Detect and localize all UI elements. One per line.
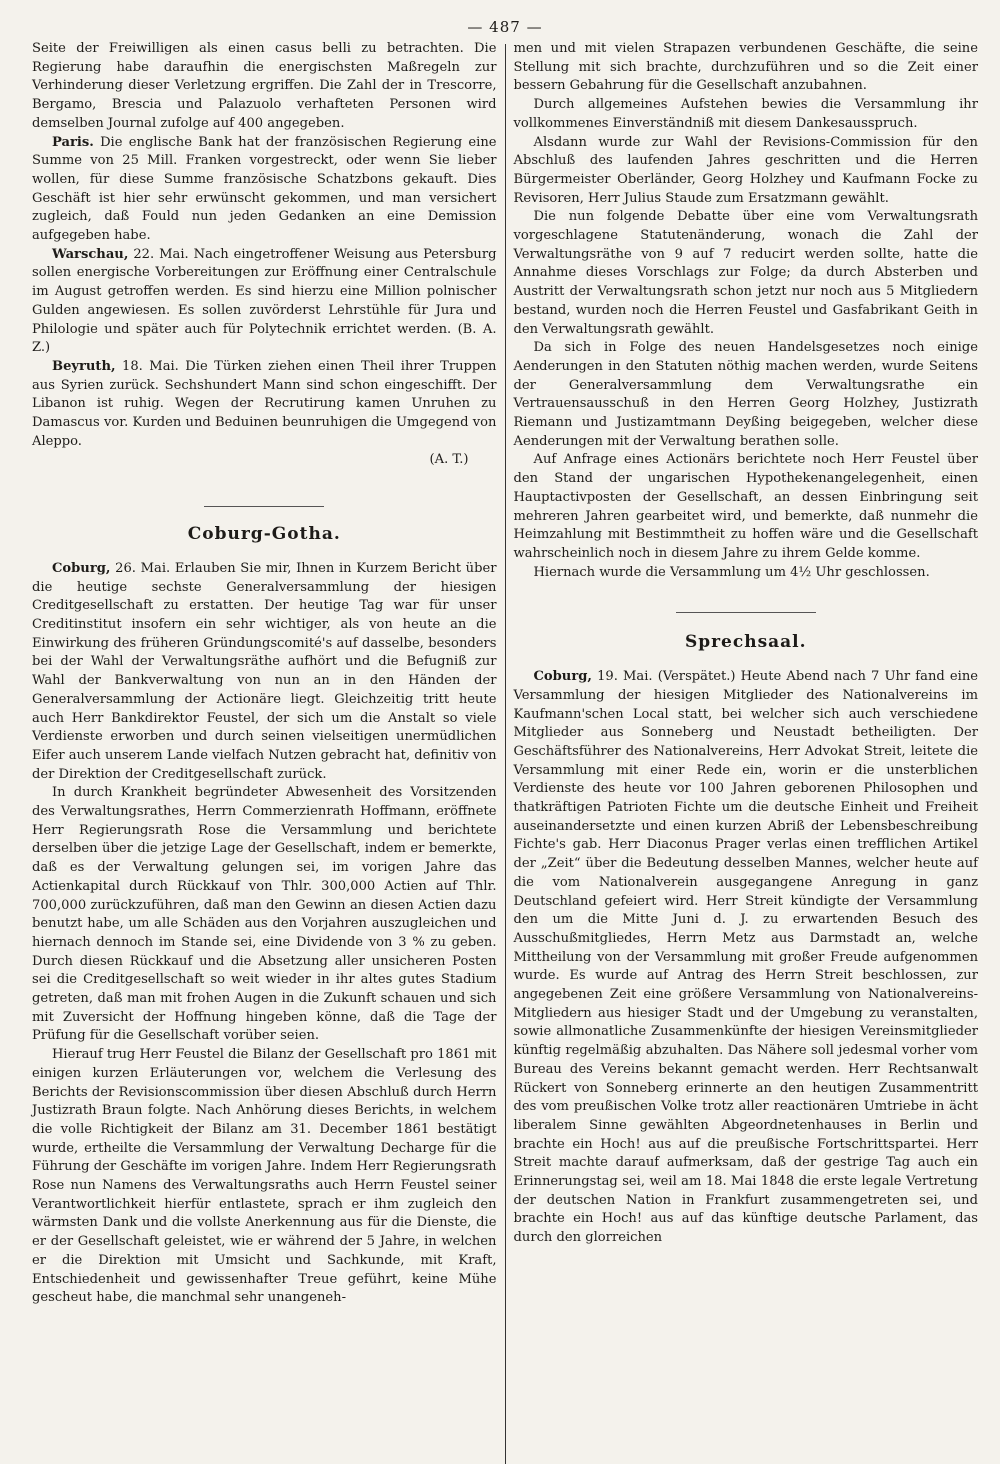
place-coburg: Coburg, (52, 560, 111, 576)
right-column (514, 40, 979, 1248)
beyruth-text: 18. Mai. Die Türken ziehen einen Theil ihrer Truppen aus Syrien zurück. Sechshundert Mann sind schon eingeschifft. Der Libanon ist ruhig. Wegen der Recrutirung kamen Unruhen zu Damascus vor. Kurden und Beduinen beunruhigen die Umgegend von Aleppo. (32, 358, 497, 449)
section-heading-sprechsaal: Sprechsaal. (684, 632, 807, 653)
article-sprechsaal-coburg (514, 668, 979, 1248)
columns (32, 40, 978, 1464)
page-number: — 487 — (467, 18, 543, 36)
paragraph-aufstehen: Durch allgemeines Aufstehen bewies die Versammlung ihr vollkommenes Einverständniß mit diesem Dankesausspruch. (513, 97, 978, 131)
paragraph-continued: men und mit vielen Strapazen verbundenen Geschäfte, die seine Stellung mit sich brachte, durchzuführen und so die Zeit einer bessern Gebahrung für die Gesellschaft anzubahnen. (513, 41, 978, 94)
article-warschau (32, 246, 497, 358)
place-paris: Paris. (52, 134, 94, 150)
section-divider-2 (676, 612, 816, 613)
paris-text: Die englische Bank hat der französischen Regierung eine Summe von 25 Mill. Franken vorgestreckt, oder wenn Sie lieber wollen, für diese Summe französische Schatzbons gekauft. Dies Geschäft ist hier sehr erwünscht gekommen, und man versichert zugleich, daß Fould nun jeden Gedanken an eine Demission aufgegeben habe. (32, 134, 497, 244)
coburg-text: 26. Mai. Erlauben Sie mir, Ihnen in Kurzem Bericht über die heutige sechste Generalversammlung der hiesigen Creditgesellschaft zu erstatten. Der heutige Tag war für unser Creditinstitut insofern ein sehr wichtiger, als von heute an die Einwirkung des früheren Gründungscomité's auf dasselbe, besonders bei der Wahl der Verwaltungsräthe aufhört und die Befugniß zur Wahl der Bankverwaltung von nun an in den Händen der Generalversammlung der Actionäre liegt. Gleichzeitig tritt heute auch Herr Bankdirektor Feustel, der sich um die Anstalt so viele Verdienste erworben und durch seinen vielseitigen unermüdlichen Eifer auch unserem Lande vielfach Nutzen gebracht hat, definitiv von der Direktion der Creditgesellschaft zurück. (32, 560, 497, 782)
beyruth-source: (A. T.) (429, 452, 469, 468)
left-column (32, 40, 497, 1308)
section-divider (204, 506, 324, 507)
place-beyruth: Beyruth, (52, 358, 116, 374)
paragraph-krankheit: In durch Krankheit begründeter Abwesenheit des Vorsitzenden des Verwaltungsrathes, Herrn Commerzienrath Hoffmann, eröffnete Herr Regierungsrath Rose die Versammlung und berichtete derselben über die jetzige Lage der Gesellschaft, indem er bemerkte, daß es der Verwaltung gelungen sei, im vorigen Jahre das Actienkapital durch Rückkauf von Thlr. 300,000 Actien auf Thlr. 700,000 zurückzuführen, daß man den Gewinn an diesen Actien dazu benutzt habe, um alle Schäden aus den Vorjahren auszugleichen und hiernach dennoch im Stande sei, eine Dividende von 3 % zu geben. Durch diesen Rückkauf und die Absetzung aller unsicheren Posten sei die Creditgesellschaft so weit wieder in ihr altes gutes Stadium getreten, daß man mit frohen Augen in die Zukunft schauen und sich mit Zuversicht der Hoffnung hingeben könne, daß die Tage der Prüfung für die Gesellschaft vorüber seien. (32, 785, 497, 1044)
paragraph-wahl: Alsdann wurde zur Wahl der Revisions-Commission für den Abschluß des laufenden Jahres geschritten und die Herren Bürgermeister Oberländer, Georg Holzhey und Kaufmann Focke zu Revisoren, Herr Julius Staude zum Ersatzmann gewählt. (513, 134, 978, 206)
paragraph-bilanz: Hierauf trug Herr Feustel die Bilanz der Gesellschaft pro 1861 mit einigen kurzen Erläuterungen vor, welchem die Verlesung des Berichts der Revisionscommission über diesen Abschluß durch Herrn Justizrath Braun folgte. Nach Anhörung dieses Berichts, in welchem die volle Richtigkeit der Bilanz am 31. December 1861 bestätigt wurde, ertheilte die Versammlung der Verwaltung Decharge für die Führung der Geschäfte im vorigen Jahre. Indem Herr Regierungsrath Rose nun Namens des Verwaltungsraths auch Herrn Feustel seiner Verantwortlichkeit hierfür entlastete, sprach er ihm zugleich den wärmsten Dank und die vollste Anerkennung aus für die Dienste, die er der Gesellschaft geleistet, wie er während der 5 Jahre, in welchen er die Direktion mit Umsicht und Sachkunde, mit Kraft, Entschiedenheit und gewissenhafter Treue geführt, keine Mühe gescheut habe, die manchmal sehr unangeneh- (32, 1047, 497, 1306)
paragraph-hiernach: Hiernach wurde die Versammlung um 4½ Uhr geschlossen. (533, 564, 930, 580)
place-warschau: Warschau, (52, 246, 129, 262)
paragraph-anfrage: Auf Anfrage eines Actionärs berichtete noch Herr Feustel über den Stand der ungarischen Hypothekenangelegenheit, einen Hauptactivposten der Gesellschaft, an dessen Einbringung seit mehreren Jahren gearbeitet wird, und bemerkte, daß nunmehr die Heimzahlung mit Bestimmtheit zu hoffen wäre und die Gesellschaft wahrscheinlich noch in diesem Jahre zu ihrem Gelde komme. (513, 452, 978, 561)
warschau-text: 22. Mai. Nach eingetroffener Weisung aus Petersburg sollen energische Vorbereitungen zur Eröffnung einer Centralschule im August getroffen werden. Es sind hierzu eine Million polnischer Gulden angewiesen. Es sollen zuvörderst Lehrstühle für Jura und Philologie und später auch für Polytechnik errichtet werden. (32, 246, 497, 337)
paragraph-debatte: Die nun folgende Debatte über eine vom Verwaltungsrath vorgeschlagene Statutenänderung, wonach die Zahl der Verwaltungsräthe von 9 auf 7 reducirt werden sollte, hatte die Annahme dieses Vorschlags zur Folge; da durch Absterben und Austritt der Verwaltungsrath schon jetzt nur noch aus 5 Mitgliedern bestand, wurden noch die Herren Feustel und Gasfabrikant Geith in den Verwaltungsrath gewählt. (513, 209, 978, 337)
sprechsaal-text: 19. Mai. (Verspätet.) Heute Abend nach 7 Uhr fand eine Versammlung der hiesigen Mitglieder des Nationalvereins im Kaufmann'schen Local statt, bei welcher sich auch verschiedene Mitglieder aus Sonneberg und Neustadt betheiligten. Der Geschäftsführer des Nationalvereins, Herr Advokat Streit, leitete die Versammlung mit einer Rede ein, worin er die unsterblichen Verdienste des heute vor 100 Jahren geborenen Philosophen und thatkräftigen Patrioten Fichte um die deutsche Einheit und Freiheit auseinandersetzte und einen kurzen Abriß der Lebensbeschreibung Fichte's gab. Herr Diaconus Prager verlas einen trefflichen Artikel der „Zeit“ über die Bedeutung desselben Mannes, welcher heute auf die vom Nationalverein ausgegangene Anregung in ganz Deutschland gefeiert wird. Herr Streit kündigte der Versammlung den um die Mitte Juni d. J. zu erwartenden Besuch des Ausschußmitgliedes, Herrn Metz aus Darmstadt an, welche Mittheilung von der Versammlung mit großer Freude aufgenommen wurde. Es wurde auf Antrag des Herrn Streit beschlossen, zur angegebenen Zeit eine größere Versammlung von Nationalvereins-Mitgliedern aus hiesiger Stadt und der Umgebung zu veranstalten, sowie allmonatliche Zusammenkünfte der hiesigen Vereinsmitglieder künftig regelmäßig abzuhalten. Das Nähere soll jedesmal vorher vom Bureau des Vereins bekannt gemacht werden. Herr Rechtsanwalt Rückert von Sonneberg erinnerte an den heutigen Zusammentritt des vom preußischen Volke trotz aller reactionären Umtriebe in ächt liberalem Sinne gewählten Abgeordnetenhauses in Berlin und brachte ein Hoch! aus auf die preußische Fortschrittspartei. Herr Streit machte darauf aufmerksam, daß der gestrige Tag auch ein Erinnerungstag sei, weil am 18. Mai 1848 die erste legale Vertretung der deutschen Nation in Frankfurt zusammengetreten sei, und brachte ein Hoch! aus auf das künftige deutsche Parlament, das durch den glorreichen (513, 669, 978, 1246)
article-intro: Seite der Freiwilligen als einen casus belli zu betrachten. Die Regierung habe daraufhin die energischsten Maßregeln zur Verhinderung dieser Verletzung ergriffen. Die Zahl der in Trescorre, Bergamo, Brescia und Palazuolo verhafteten Personen wird demselben Journal zufolge auf 400 angegeben. (32, 41, 497, 131)
paragraph-handelsgesetz: Da sich in Folge des neuen Handelsgesetzes noch einige Aenderungen in den Statuten nöthig machen werden, wurde Seitens der Generalversammlung dem Verwaltungsrathe ein Vertrauensausschuß in den Herren Georg Holzhey, Justizrath Riemann und Justizamtmann Deyßing beigegeben, welcher diese Aenderungen mit der Verwaltung berathen solle. (513, 340, 978, 449)
section-heading-coburg-gotha: Coburg-Gotha. (187, 524, 341, 545)
article-beyruth (32, 358, 497, 452)
article-paris (32, 134, 497, 246)
article-coburg (32, 560, 497, 784)
column-rule (505, 44, 506, 1464)
place-coburg-2: Coburg, (533, 669, 592, 685)
warschau-source: (B. A. Z.) (32, 321, 497, 356)
